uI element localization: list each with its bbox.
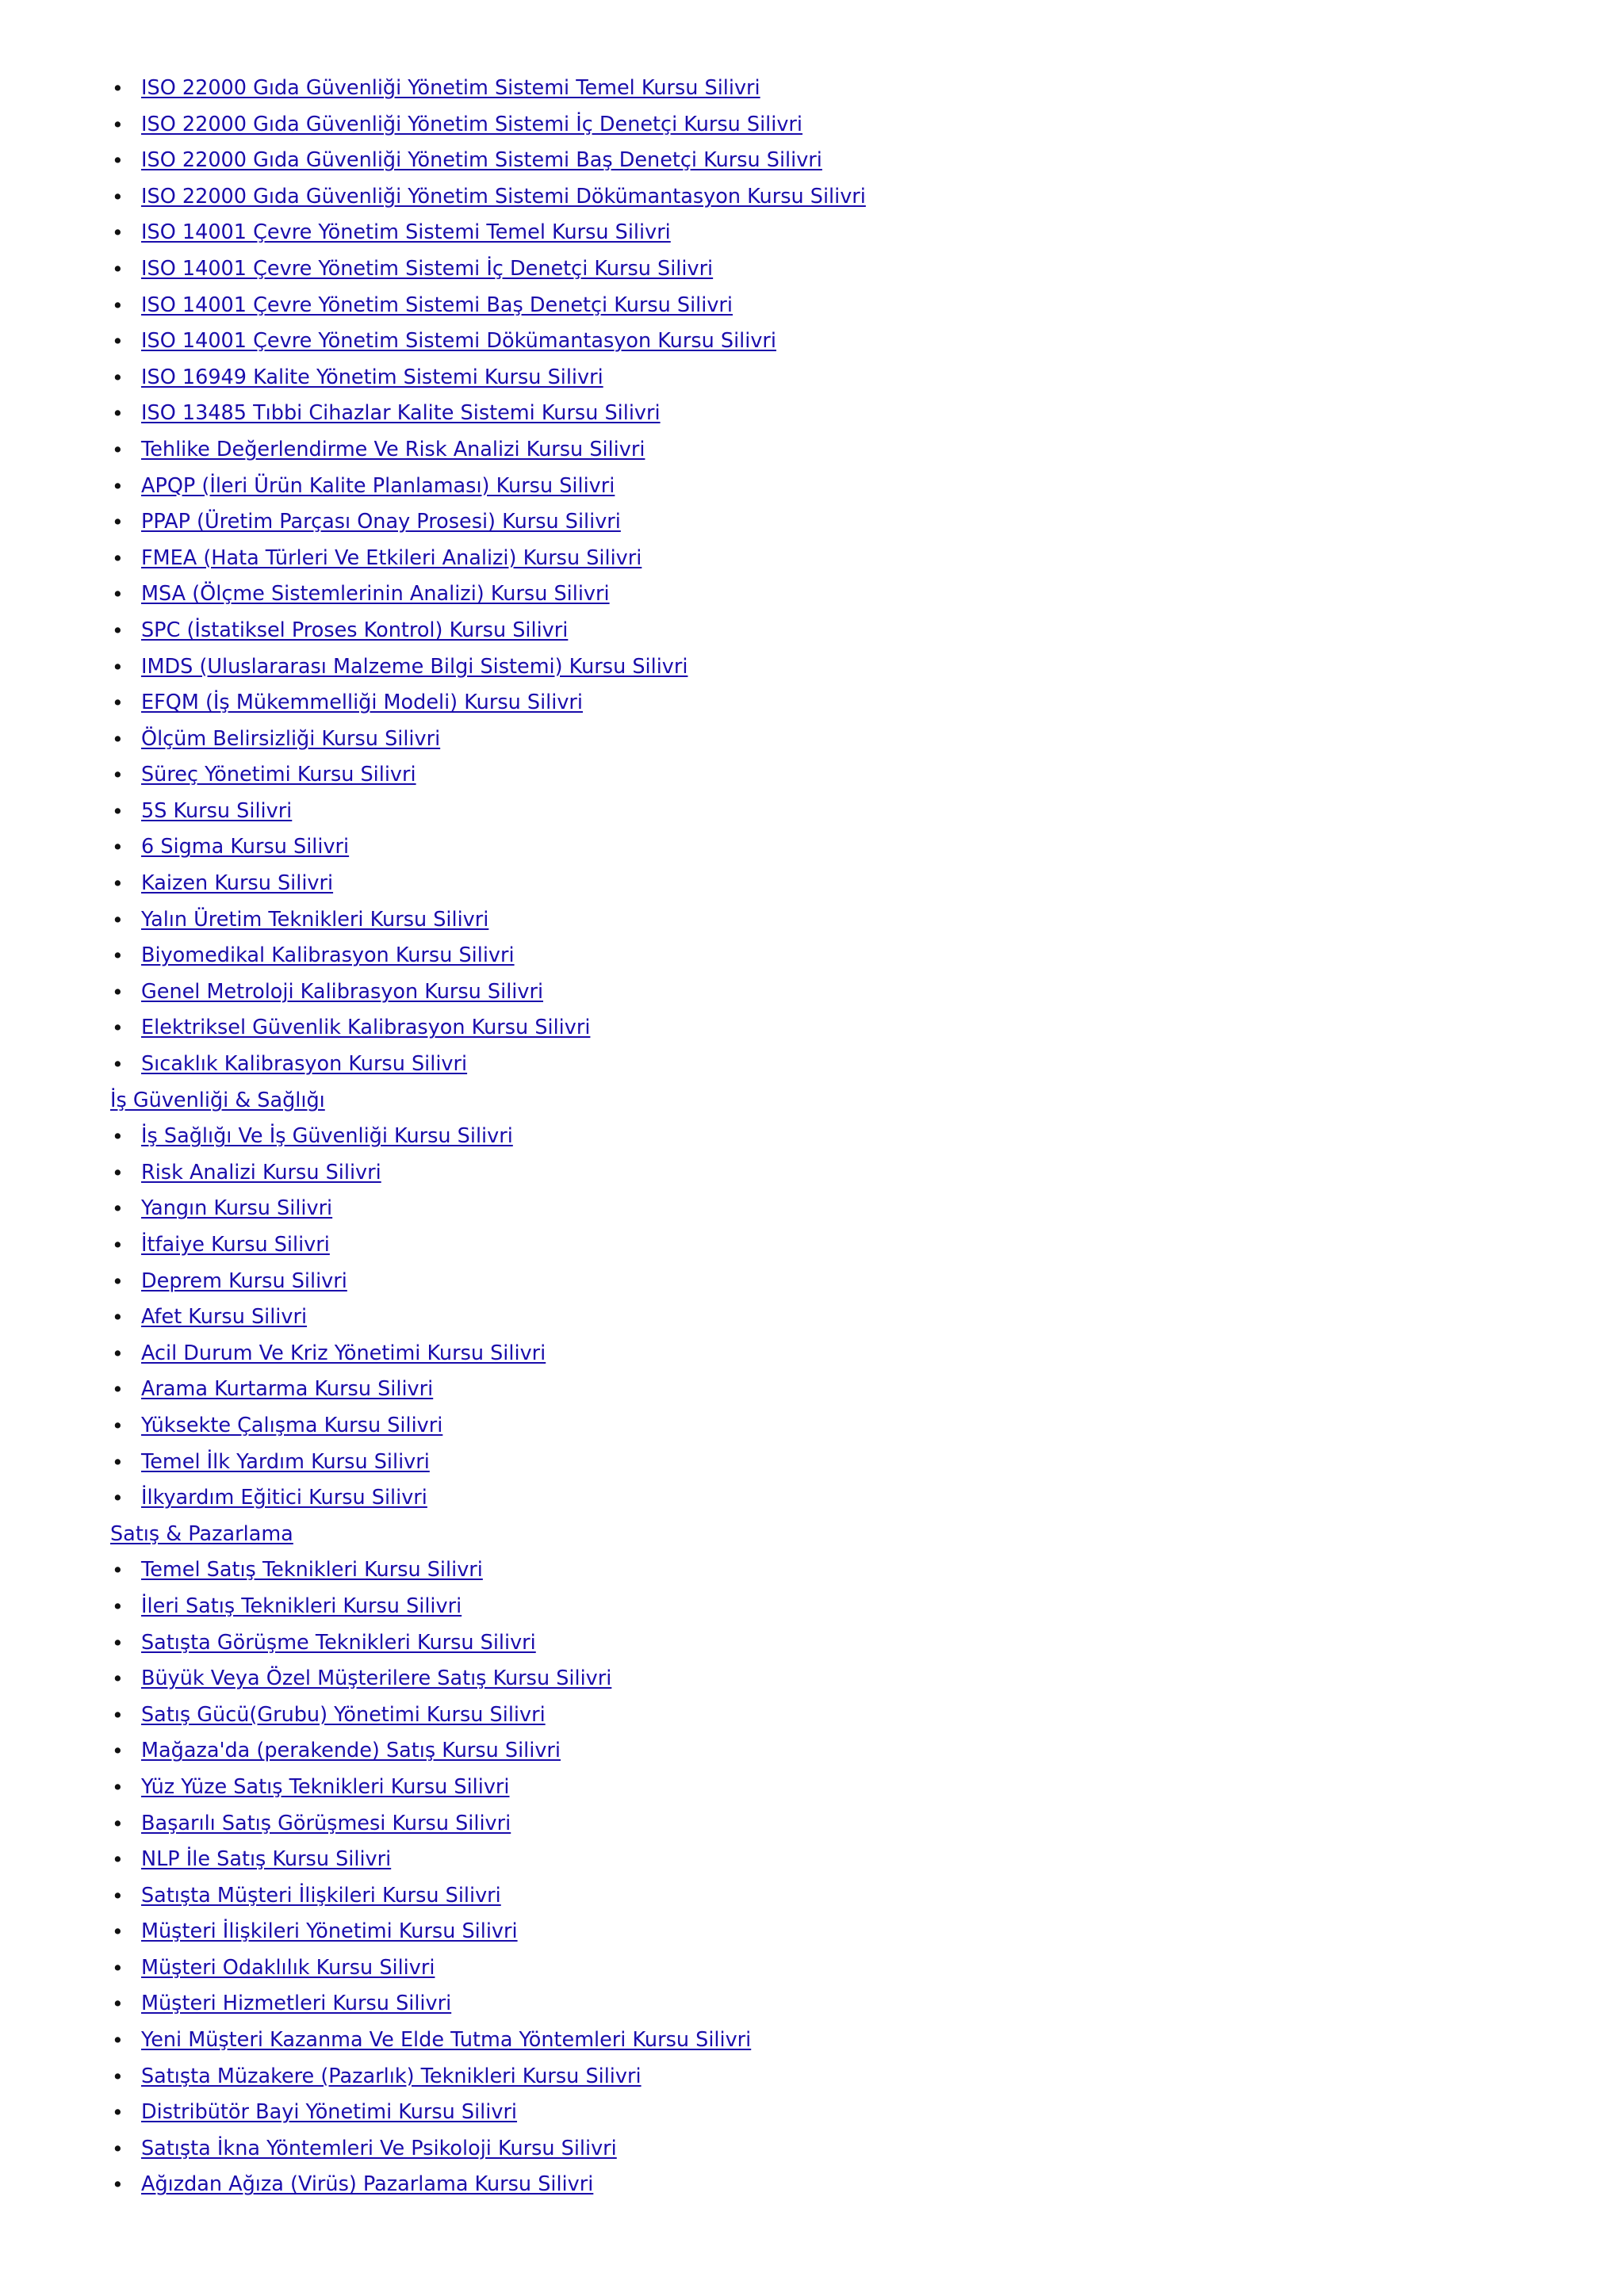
course-link[interactable]: ISO 22000 Gıda Güvenliği Yönetim Sistemi Baş Denetçi Kursu Silivri [141,148,822,173]
bullet-icon: • [112,1269,124,1293]
course-link[interactable]: Satışta Görüşme Teknikleri Kursu Silivri [141,1630,536,1655]
course-link[interactable]: Sıcaklık Kalibrasyon Kursu Silivri [141,1052,468,1077]
section-heading [110,1083,1458,1119]
list-item [110,1878,1458,1915]
course-link[interactable]: ISO 14001 Çevre Yönetim Sistemi Baş Denetçi Kursu Silivri [141,293,733,317]
list-item [110,504,1458,541]
list-item [110,107,1458,144]
bullet-icon: • [112,77,124,100]
bullet-icon: • [112,1739,124,1763]
bullet-icon: • [112,221,124,245]
section-heading-link[interactable]: Satış & Pazarlama [110,1521,293,1546]
course-link[interactable]: PPAP (Üretim Parçası Onay Prosesi) Kursu Silivri [141,510,621,534]
bullet-icon: • [112,1775,124,1799]
bullet-icon: • [112,1884,124,1908]
list-item [110,1299,1458,1336]
bullet-icon: • [112,1487,124,1510]
bullet-icon: • [112,618,124,642]
course-link[interactable]: Müşteri İlişkileri Yönetimi Kursu Silivri [141,1919,518,1944]
bullet-icon: • [112,1848,124,1872]
bullet-icon: • [112,1161,124,1184]
bullet-icon: • [112,149,124,173]
list-item [110,143,1458,179]
course-link[interactable]: Yüksekte Çalışma Kursu Silivri [141,1413,443,1437]
section-heading [110,1517,1458,1553]
course-link[interactable]: Yeni Müşteri Kazanma Ve Elde Tutma Yöntemleri Kursu Silivri [141,2028,752,2053]
bullet-icon: • [112,691,124,715]
list-item [110,576,1458,613]
course-link[interactable]: Risk Analizi Kursu Silivri [141,1160,381,1184]
course-link[interactable]: Ağızdan Ağıza (Virüs) Pazarlama Kursu Silivri [141,2172,594,2197]
bullet-icon: • [112,511,124,534]
bullet-icon: • [112,2137,124,2160]
course-link[interactable]: Tehlike Değerlendirme Ve Risk Analizi Kursu Silivri [141,437,645,461]
course-link[interactable]: ISO 22000 Gıda Güvenliği Yönetim Sistemi Temel Kursu Silivri [141,76,760,100]
list-item [110,1191,1458,1227]
course-link[interactable]: Kaizen Kursu Silivri [141,871,334,896]
bullet-icon: • [112,908,124,932]
bullet-icon: • [112,1920,124,1944]
bullet-icon: • [112,655,124,679]
bullet-icon: • [112,836,124,859]
course-link[interactable]: 5S Kursu Silivri [141,798,293,823]
list-item [110,251,1458,288]
course-link[interactable]: Süreç Yönetimi Kursu Silivri [141,763,416,787]
bullet-icon: • [112,1016,124,1040]
list-item [110,902,1458,939]
bullet-icon: • [112,2029,124,2053]
list-item [110,396,1458,432]
course-link[interactable]: EFQM (İş Mükemmelliği Modeli) Kursu Silivri [141,691,583,715]
bullet-icon: • [112,1956,124,1980]
course-link[interactable]: ISO 14001 Çevre Yönetim Sistemi Temel Kursu Silivri [141,220,671,245]
bullet-icon: • [112,1306,124,1330]
list-item [110,2095,1458,2131]
course-link[interactable]: 6 Sigma Kursu Silivri [141,835,350,859]
course-link[interactable]: APQP (İleri Ürün Kalite Planlaması) Kursu Silivri [141,473,615,498]
course-link[interactable]: Genel Metroloji Kalibrasyon Kursu Silivri [141,979,544,1004]
course-link[interactable]: Satışta İkna Yöntemleri Ve Psikoloji Kursu Silivri [141,2136,617,2160]
bullet-icon: • [112,1414,124,1437]
bullet-icon: • [112,727,124,751]
course-link[interactable]: Yüz Yüze Satış Teknikleri Kursu Silivri [141,1774,510,1799]
course-link[interactable]: Acil Durum Ve Kriz Yönetimi Kursu Silivri [141,1341,546,1365]
list-item [110,938,1458,974]
course-link[interactable]: Elektriksel Güvenlik Kalibrasyon Kursu Silivri [141,1016,591,1040]
list-item [110,71,1458,107]
list-item [110,1445,1458,1481]
list-item [110,432,1458,469]
course-link[interactable]: İlkyardım Eğitici Kursu Silivri [141,1486,427,1510]
course-link[interactable]: ISO 22000 Gıda Güvenliği Yönetim Sistemi İç Denetçi Kursu Silivri [141,112,803,136]
course-link[interactable]: SPC (İstatiksel Proses Kontrol) Kursu Silivri [141,618,569,642]
list-item [110,288,1458,324]
course-link[interactable]: FMEA (Hata Türleri Ve Etkileri Analizi) Kursu Silivri [141,545,642,570]
list-item [110,1914,1458,1950]
list-item [110,1733,1458,1770]
list-item [110,2167,1458,2203]
course-link[interactable]: Satışta Müzakere (Pazarlık) Teknikleri Kursu Silivri [141,2064,642,2088]
list-item [110,2022,1458,2059]
course-link[interactable]: Büyük Veya Özel Müşterilere Satış Kursu Silivri [141,1667,612,1691]
bullet-icon: • [112,980,124,1004]
list-item [110,541,1458,577]
bullet-icon: • [112,1125,124,1149]
bullet-icon: • [112,185,124,209]
list-item [110,1336,1458,1372]
list-item [110,1842,1458,1878]
list-item [110,829,1458,866]
list-item [110,613,1458,649]
course-link[interactable]: ISO 14001 Çevre Yönetim Sistemi Dökümantasyon Kursu Silivri [141,329,776,354]
list-item [110,1119,1458,1155]
list-item [110,2131,1458,2168]
list-item [110,1552,1458,1589]
bullet-icon: • [112,1812,124,1835]
course-link[interactable]: Ölçüm Belirsizliği Kursu Silivri [141,726,441,751]
list-item [110,1697,1458,1734]
bullet-icon: • [112,438,124,461]
list-item [110,1227,1458,1264]
course-link[interactable]: Yangın Kursu Silivri [141,1196,333,1221]
course-link[interactable]: İtfaiye Kursu Silivri [141,1233,330,1257]
bullet-icon: • [112,1631,124,1655]
bullet-icon: • [112,2173,124,2197]
list-item [110,1480,1458,1517]
list-item [110,649,1458,686]
bullet-icon: • [112,583,124,607]
list-item [110,1950,1458,1987]
bullet-icon: • [112,799,124,823]
list-item [110,1625,1458,1662]
bullet-icon: • [112,546,124,570]
list-item [110,1047,1458,1083]
bullet-icon: • [112,1594,124,1618]
list-item [110,685,1458,721]
list-item [110,1155,1458,1192]
list-item [110,794,1458,830]
list-item [110,1372,1458,1408]
list-item [110,1010,1458,1047]
bullet-icon: • [112,330,124,354]
course-link[interactable]: İleri Satış Teknikleri Kursu Silivri [141,1594,462,1618]
course-link[interactable]: Başarılı Satış Görüşmesi Kursu Silivri [141,1811,511,1835]
course-link[interactable]: Biyomedikal Kalibrasyon Kursu Silivri [141,943,515,968]
course-link[interactable]: ISO 22000 Gıda Güvenliği Yönetim Sistemi Dökümantasyon Kursu Silivri [141,184,866,209]
course-link[interactable]: ISO 13485 Tıbbi Cihazlar Kalite Sistemi Kursu Silivri [141,401,661,426]
list-item [110,1986,1458,2022]
course-link[interactable]: MSA (Ölçme Sistemlerinin Analizi) Kursu Silivri [141,582,610,607]
course-link[interactable]: Satış Gücü(Grubu) Yönetimi Kursu Silivri [141,1702,546,1727]
list-item [110,469,1458,505]
list-item [110,1408,1458,1445]
list-item [110,1770,1458,1806]
list-item [110,1806,1458,1843]
bullet-icon: • [112,402,124,426]
bullet-icon: • [112,1341,124,1365]
list-item [110,1661,1458,1697]
course-link[interactable]: Temel Satış Teknikleri Kursu Silivri [141,1558,483,1582]
course-link[interactable]: Müşteri Odaklılık Kursu Silivri [141,1955,435,1980]
list-item [110,215,1458,251]
course-link[interactable]: Temel İlk Yardım Kursu Silivri [141,1449,430,1474]
bullet-icon: • [112,1992,124,2016]
bullet-icon: • [112,1667,124,1691]
bullet-icon: • [112,474,124,498]
list-item [110,1589,1458,1625]
course-link[interactable]: NLP İle Satış Kursu Silivri [141,1847,392,1872]
list-item [110,866,1458,902]
course-link[interactable]: ISO 16949 Kalite Yönetim Sistemi Kursu Silivri [141,365,603,389]
bullet-icon: • [112,1234,124,1257]
bullet-icon: • [112,113,124,136]
course-link-list [110,71,1458,2203]
course-link[interactable]: İş Sağlığı Ve İş Güvenliği Kursu Silivri [141,1124,513,1149]
list-item [110,721,1458,758]
bullet-icon: • [112,365,124,389]
course-link[interactable]: Satışta Müşteri İlişkileri Kursu Silivri [141,1883,501,1908]
bullet-icon: • [112,1450,124,1474]
list-item [110,1264,1458,1300]
bullet-icon: • [112,944,124,968]
list-item [110,2059,1458,2095]
bullet-icon: • [112,1703,124,1727]
course-link[interactable]: Afet Kursu Silivri [141,1305,308,1330]
bullet-icon: • [112,1197,124,1221]
bullet-icon: • [112,872,124,896]
list-item [110,360,1458,396]
list-item [110,179,1458,216]
course-link[interactable]: ISO 14001 Çevre Yönetim Sistemi İç Denetçi Kursu Silivri [141,256,714,281]
bullet-icon: • [112,763,124,787]
course-link[interactable]: Distribütör Bayi Yönetimi Kursu Silivri [141,2100,518,2125]
course-link[interactable]: Arama Kurtarma Kursu Silivri [141,1377,434,1402]
bullet-icon: • [112,2064,124,2088]
bullet-icon: • [112,1053,124,1077]
list-item [110,757,1458,794]
bullet-icon: • [112,257,124,281]
bullet-icon: • [112,2101,124,2125]
list-item [110,323,1458,360]
list-item [110,974,1458,1011]
section-heading-link[interactable]: İş Güvenliği & Sağlığı [110,1088,325,1112]
bullet-icon: • [112,1559,124,1582]
course-link[interactable]: Mağaza'da (perakende) Satış Kursu Silivri [141,1739,561,1763]
course-link[interactable]: Müşteri Hizmetleri Kursu Silivri [141,1992,452,2016]
bullet-icon: • [112,1378,124,1402]
course-link[interactable]: Yalın Üretim Teknikleri Kursu Silivri [141,907,489,932]
bullet-icon: • [112,293,124,317]
course-link[interactable]: Deprem Kursu Silivri [141,1269,347,1293]
course-link[interactable]: IMDS (Uluslararası Malzeme Bilgi Sistemi) Kursu Silivri [141,654,688,679]
